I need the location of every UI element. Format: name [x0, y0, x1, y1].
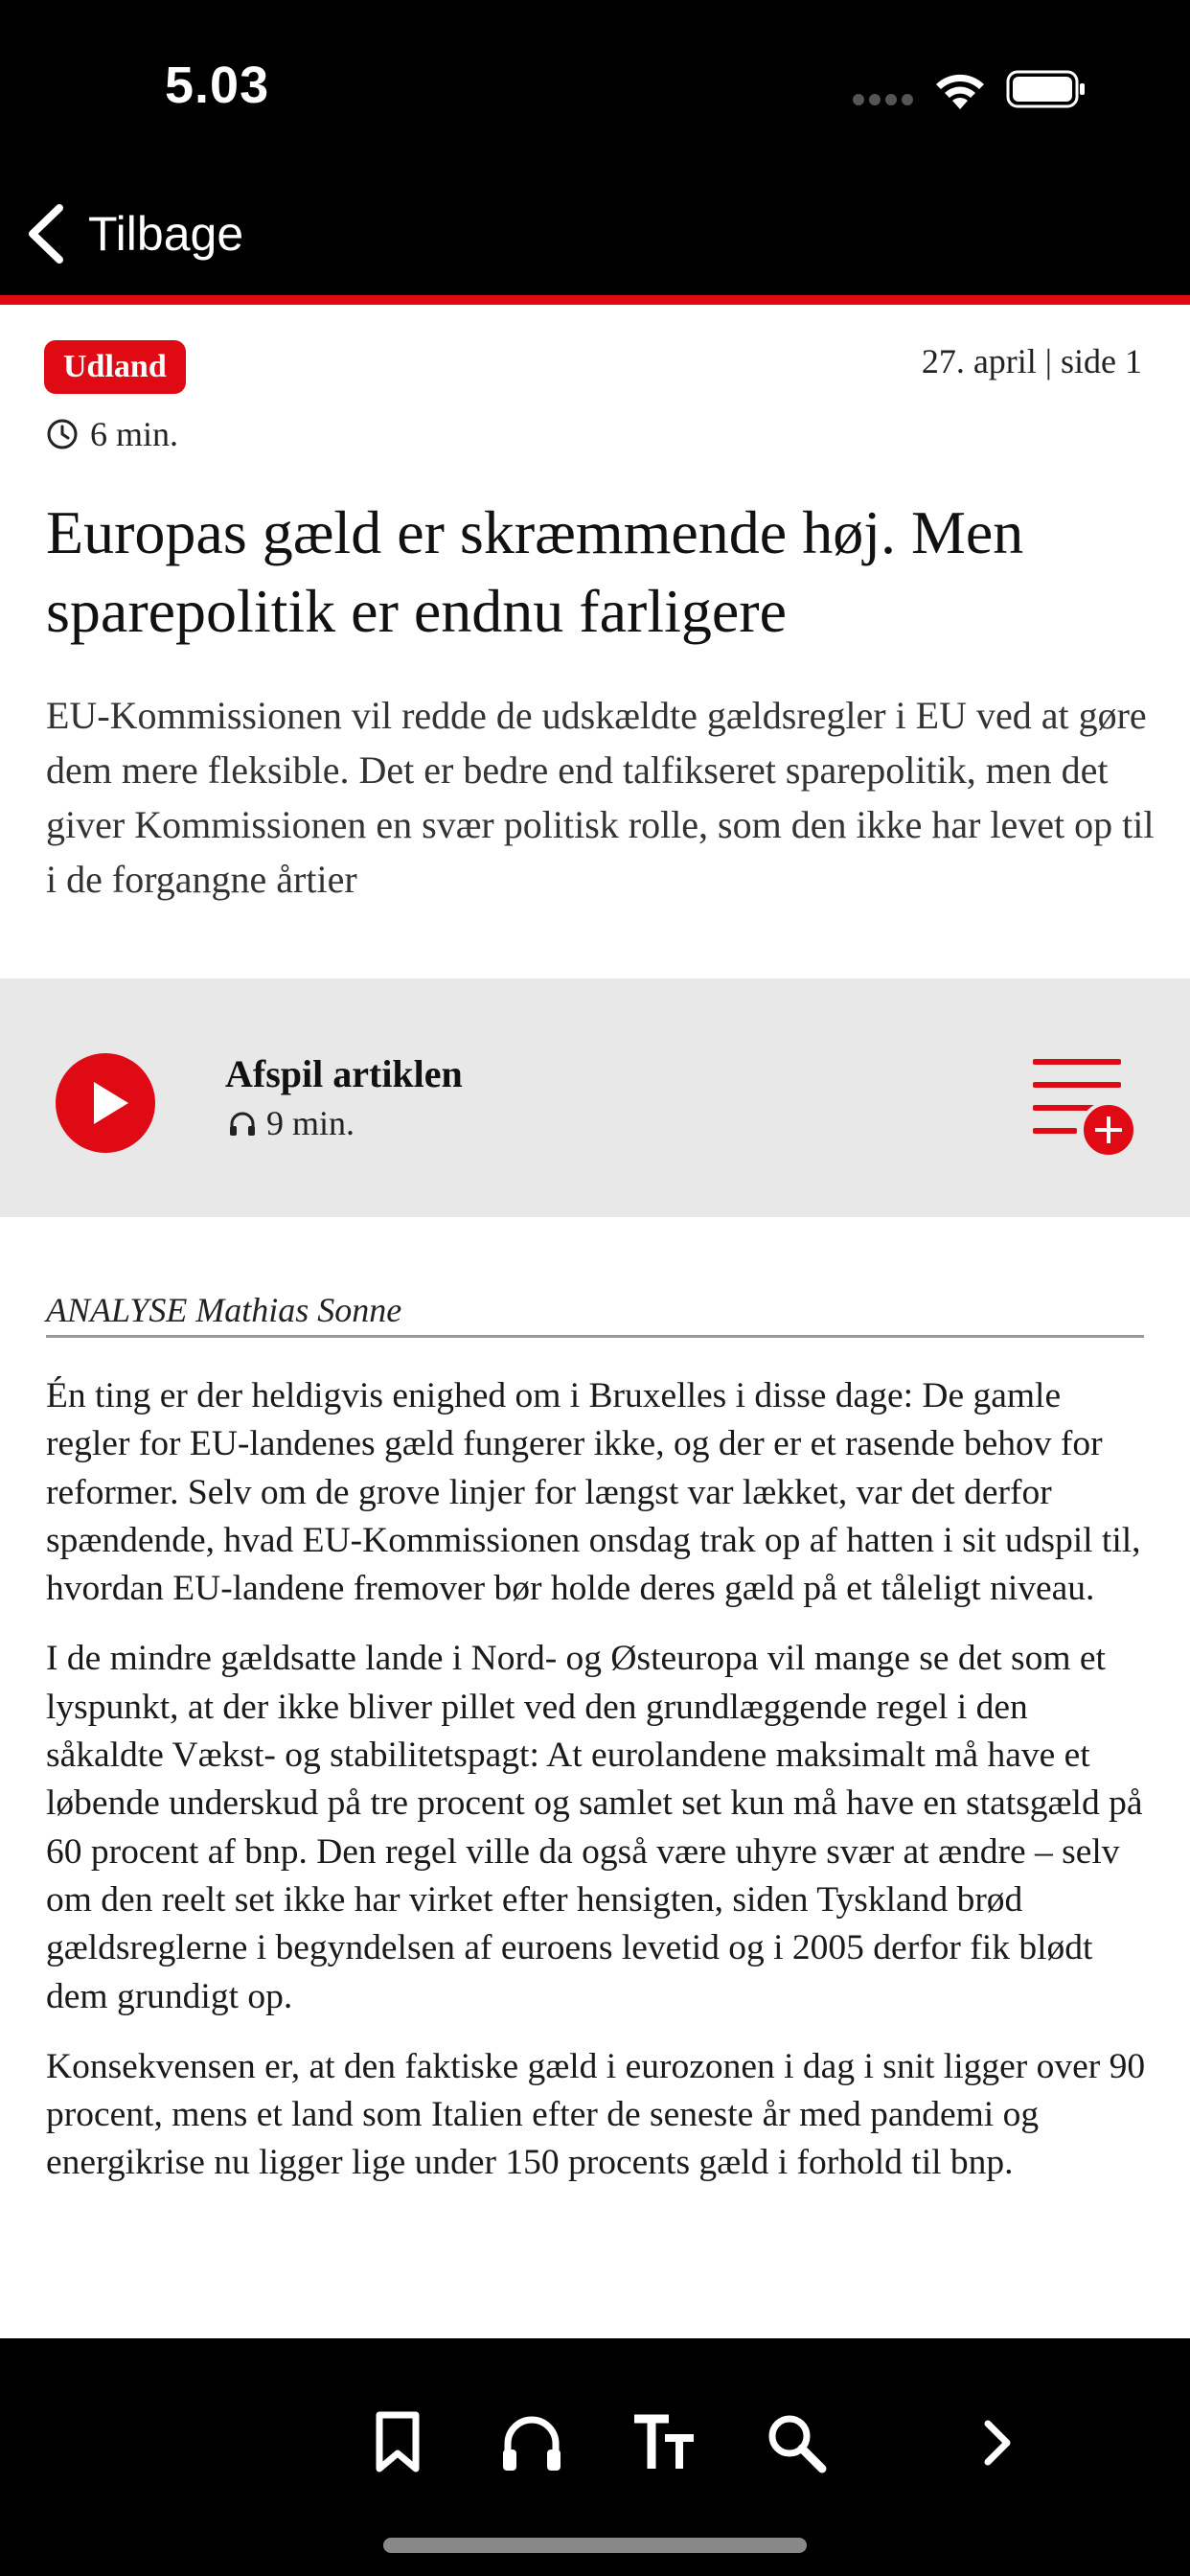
byline-divider [46, 1335, 1144, 1338]
bookmark-icon [364, 2409, 431, 2476]
search-icon [763, 2409, 830, 2476]
headphones-small-icon [228, 1109, 257, 1138]
body-paragraph: I de mindre gældsatte lande i Nord- og Østeuropa vil mange se det som et lyspunkt, at der ikke bliver pillet ved den grundlæggende regel i den såkaldte Vækst- og stabilitetspagt: At eurolandene maksimalt må have et løbende underskud på tre procent og samlet set kun må have en statsgæld på 60 procent af bnp. Den regel ville da også være uhyre svær at ændre – selv om den reelt set ikke har virket efter hensigten, siden Tyskland brød gældsreglerne i begyndelsen af euroens levetid og i 2005 derfor fik blødt dem grundigt op. [46, 1639, 1143, 2016]
cellular-signal-icon [853, 94, 914, 107]
audio-player [0, 978, 1190, 1217]
bookmark-button[interactable] [364, 2409, 431, 2476]
battery-icon [1006, 69, 1088, 109]
next-article-button[interactable] [964, 2409, 1031, 2476]
byline: ANALYSE Mathias Sonne [46, 1291, 402, 1329]
search-button[interactable] [763, 2409, 830, 2476]
back-button[interactable] [23, 196, 243, 272]
date-page: 27. april | side 1 [921, 342, 1142, 380]
nav-bar [0, 172, 1190, 297]
headphones-icon [498, 2409, 565, 2476]
chevron-right-icon [964, 2409, 1031, 2476]
chevron-left-icon [23, 204, 67, 264]
play-icon [92, 1080, 130, 1126]
wifi-icon [931, 67, 989, 111]
back-label: Tilbage [88, 207, 244, 261]
status-time: 5.03 [165, 57, 270, 114]
home-indicator[interactable] [383, 2538, 807, 2553]
read-time [46, 414, 178, 454]
body-paragraph: Én ting er der heldigvis enighed om i Bruxelles i disse dage: De gamle regler for EU-landenes gæld fungerer ikke, og der er et rasende behov for reformer. Selv om de grove linjer for længst var lækket, var det derfor spændende, hvad EU-Kommissionen onsdag trak op af hatten i sit udspil til, hvordan EU-landene fremover bør holde deres gæld på et tåleligt niveau. [46, 1376, 1141, 1609]
article-body [46, 1372, 1148, 2331]
body-paragraph: Konsekvensen er, at den faktiske gæld i eurozonen i dag i snit ligger over 90 procent, mens et land som Italien efter de seneste år med pandemi og energikrise nu ligger lige under 150 procents gæld i forhold til bnp. [46, 2046, 1146, 2183]
audio-duration [228, 1103, 355, 1143]
article-lead: EU-Kommissionen vil redde de udskældte gældsregler i EU ved at gøre dem mere fleksible. Det er bedre end talfikseret sparepolitik, men det giver Kommissionen en svær politisk rolle, som den ikke har levet op til i de forgangne årtier [46, 694, 1155, 901]
text-size-icon [630, 2409, 698, 2476]
status-bar [0, 0, 1190, 172]
clock-icon [46, 418, 79, 450]
audio-title: Afspil artiklen [225, 1052, 463, 1095]
article-headline: Europas gæld er skræmmende høj. Men sparepolitik er endnu farligere [46, 498, 1024, 645]
play-button[interactable] [56, 1053, 155, 1153]
listen-button[interactable] [498, 2409, 565, 2476]
add-to-playlist-icon[interactable] [1025, 1053, 1140, 1159]
read-time-label: 6 min. [90, 415, 179, 453]
audio-duration-label: 9 min. [266, 1104, 355, 1142]
text-size-button[interactable] [630, 2409, 698, 2476]
header-divider [0, 295, 1190, 305]
section-badge[interactable]: Udland [44, 340, 186, 394]
